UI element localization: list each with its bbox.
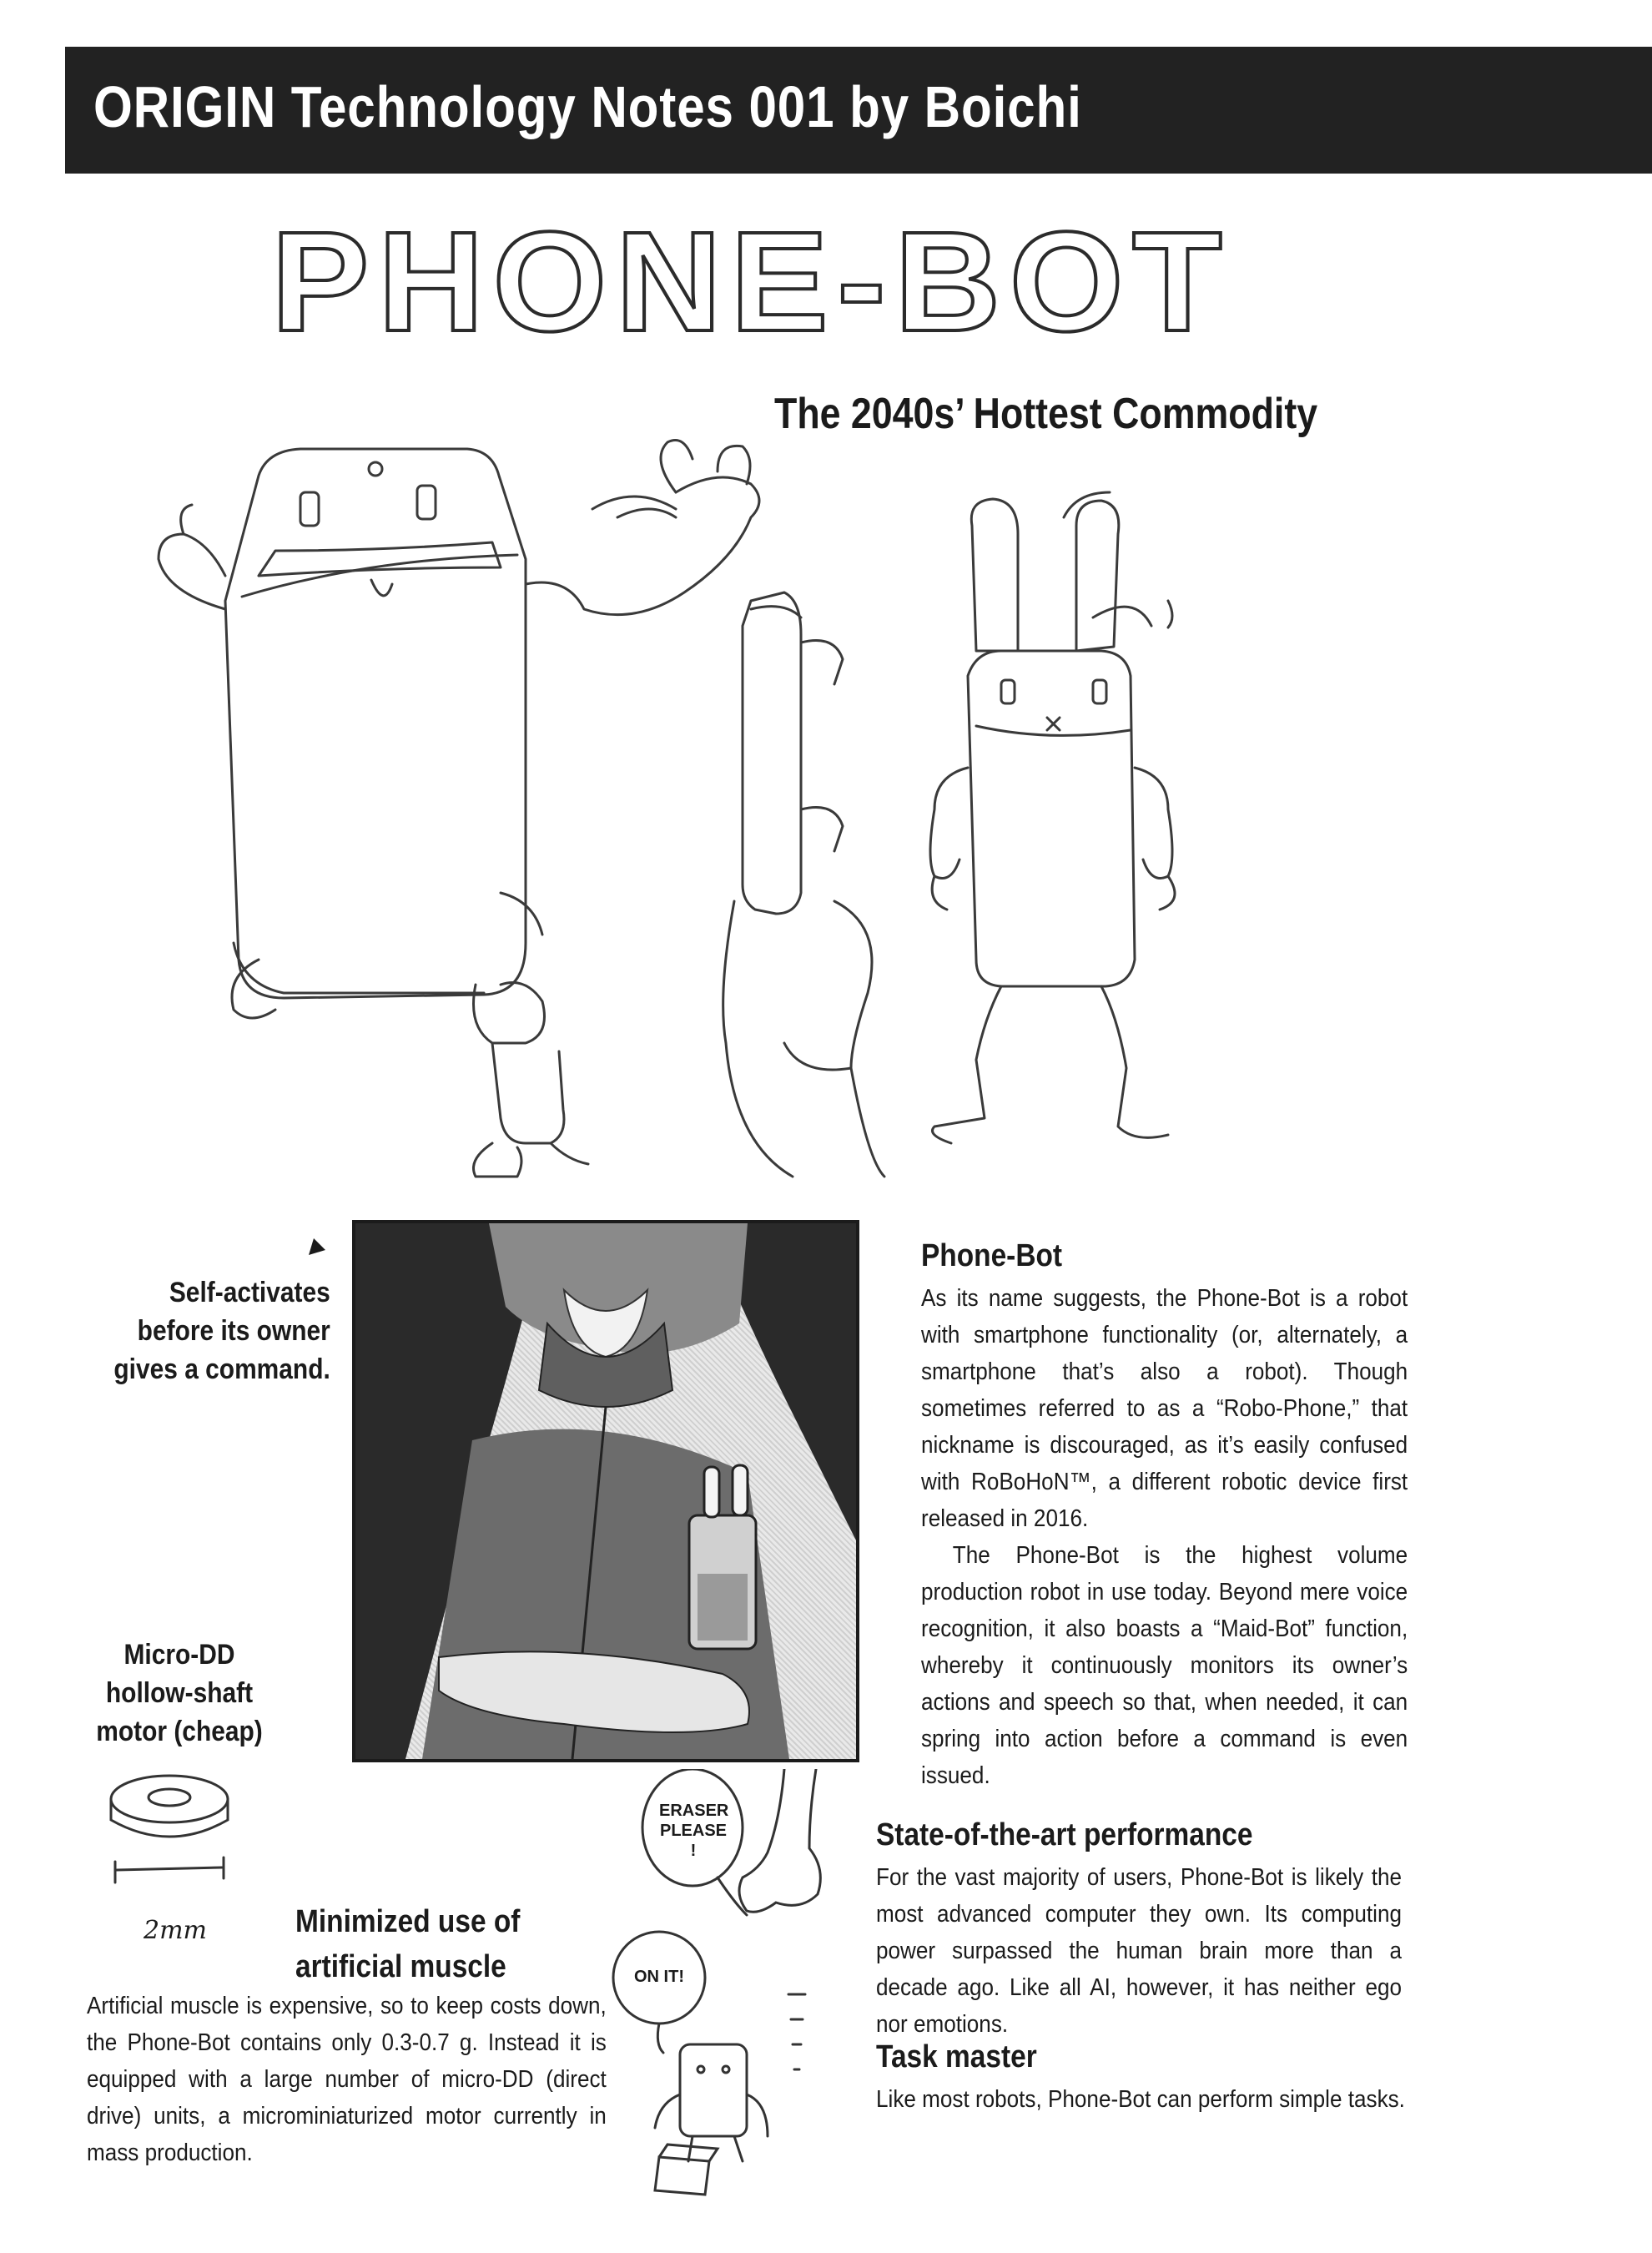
- motion-arrow: [1168, 601, 1172, 628]
- speech-line: ERASER: [659, 1802, 729, 1820]
- heading-task-master: Task master: [876, 2039, 1037, 2074]
- bunny-bot-sketch: [930, 499, 1175, 1143]
- caption-line: Micro-DD: [123, 1639, 235, 1671]
- caption-line: before its owner: [137, 1315, 330, 1347]
- heading-muscle: [295, 1899, 520, 1989]
- task-master-body: [876, 2081, 1447, 2118]
- caption-motor: [80, 1636, 279, 1751]
- speech-line: !: [690, 1842, 697, 1860]
- motor-dimension-label: 2mm: [144, 1916, 207, 1945]
- caption-line: gives a command.: [113, 1353, 330, 1385]
- paragraph: Like most robots, Phone-Bot can perform simple tasks.: [876, 2086, 1405, 2113]
- caption-self-activates: [114, 1273, 330, 1389]
- caption-line: motor (cheap): [96, 1716, 263, 1747]
- speech-line: PLEASE: [659, 1822, 728, 1840]
- heading-performance: State-of-the-art performance: [876, 1817, 1253, 1852]
- subtitle: The 2040s’ Hottest Commodity: [774, 390, 1318, 438]
- caption-line: hollow-shaft: [105, 1677, 254, 1709]
- phone-bot-logo: [259, 215, 1243, 349]
- phone-bot-body: [921, 1280, 1408, 1794]
- heading-line: artificial muscle: [295, 1949, 506, 1984]
- manga-panel: [352, 1220, 859, 1762]
- speech-bubble-eraser: [659, 1801, 728, 1861]
- wrist-bot-sketch: [723, 592, 884, 1177]
- heading-line: Minimized use of: [295, 1904, 521, 1939]
- paragraph: As its name suggests, the Phone-Bot is a robot with smartphone functionality (or, alternately, a smartphone that’s also a robot). Though sometimes referred to as a “Robo-Phone,” that nickname is discouraged, as it’s easily confused with RoBoHoN™, a different robotic device first released in 2016.: [921, 1285, 1408, 1532]
- page-title: ORIGIN Technology Notes 001 by Boichi: [93, 74, 1082, 139]
- paragraph: The Phone-Bot is the highest volume production robot in use today. Beyond mere voice recognition, it also boasts a “Maid-Bot” function, whereby it continuously monitors its owner’s actions and speech so that, when needed, it can spring into action before a command is even issued.: [921, 1542, 1408, 1789]
- motion-arrow: [592, 496, 676, 509]
- speech-bubble-on-it: ON IT!: [634, 1968, 684, 1986]
- paragraph: Artificial muscle is expensive, so to keep costs down, the Phone-Bot contains only 0.3-0.7 g. Instead it is equipped with a large number of micro-DD (direct drive) units, a microminiaturized motor currently in mass production.: [87, 1993, 607, 2166]
- large-bot-sketch: [159, 441, 759, 1177]
- pointer-triangle-icon: [305, 1235, 329, 1258]
- motor-sketch: [98, 1766, 249, 1891]
- manga-panel-art: [355, 1223, 856, 1759]
- phone-bot-sketches: [133, 409, 1418, 1185]
- caption-line: Self-activates: [169, 1277, 330, 1308]
- heading-phone-bot: Phone-Bot: [921, 1238, 1063, 1273]
- logo-text: PHONE-BOT: [271, 215, 1231, 349]
- muscle-body: [87, 1988, 607, 2171]
- performance-body: [876, 1859, 1402, 2043]
- paragraph: For the vast majority of users, Phone-Bot is likely the most advanced computer they own. Its computing power surpassed the human brain more than a decade ago. Like all AI, however, it has neither ego nor emotions.: [876, 1864, 1402, 2038]
